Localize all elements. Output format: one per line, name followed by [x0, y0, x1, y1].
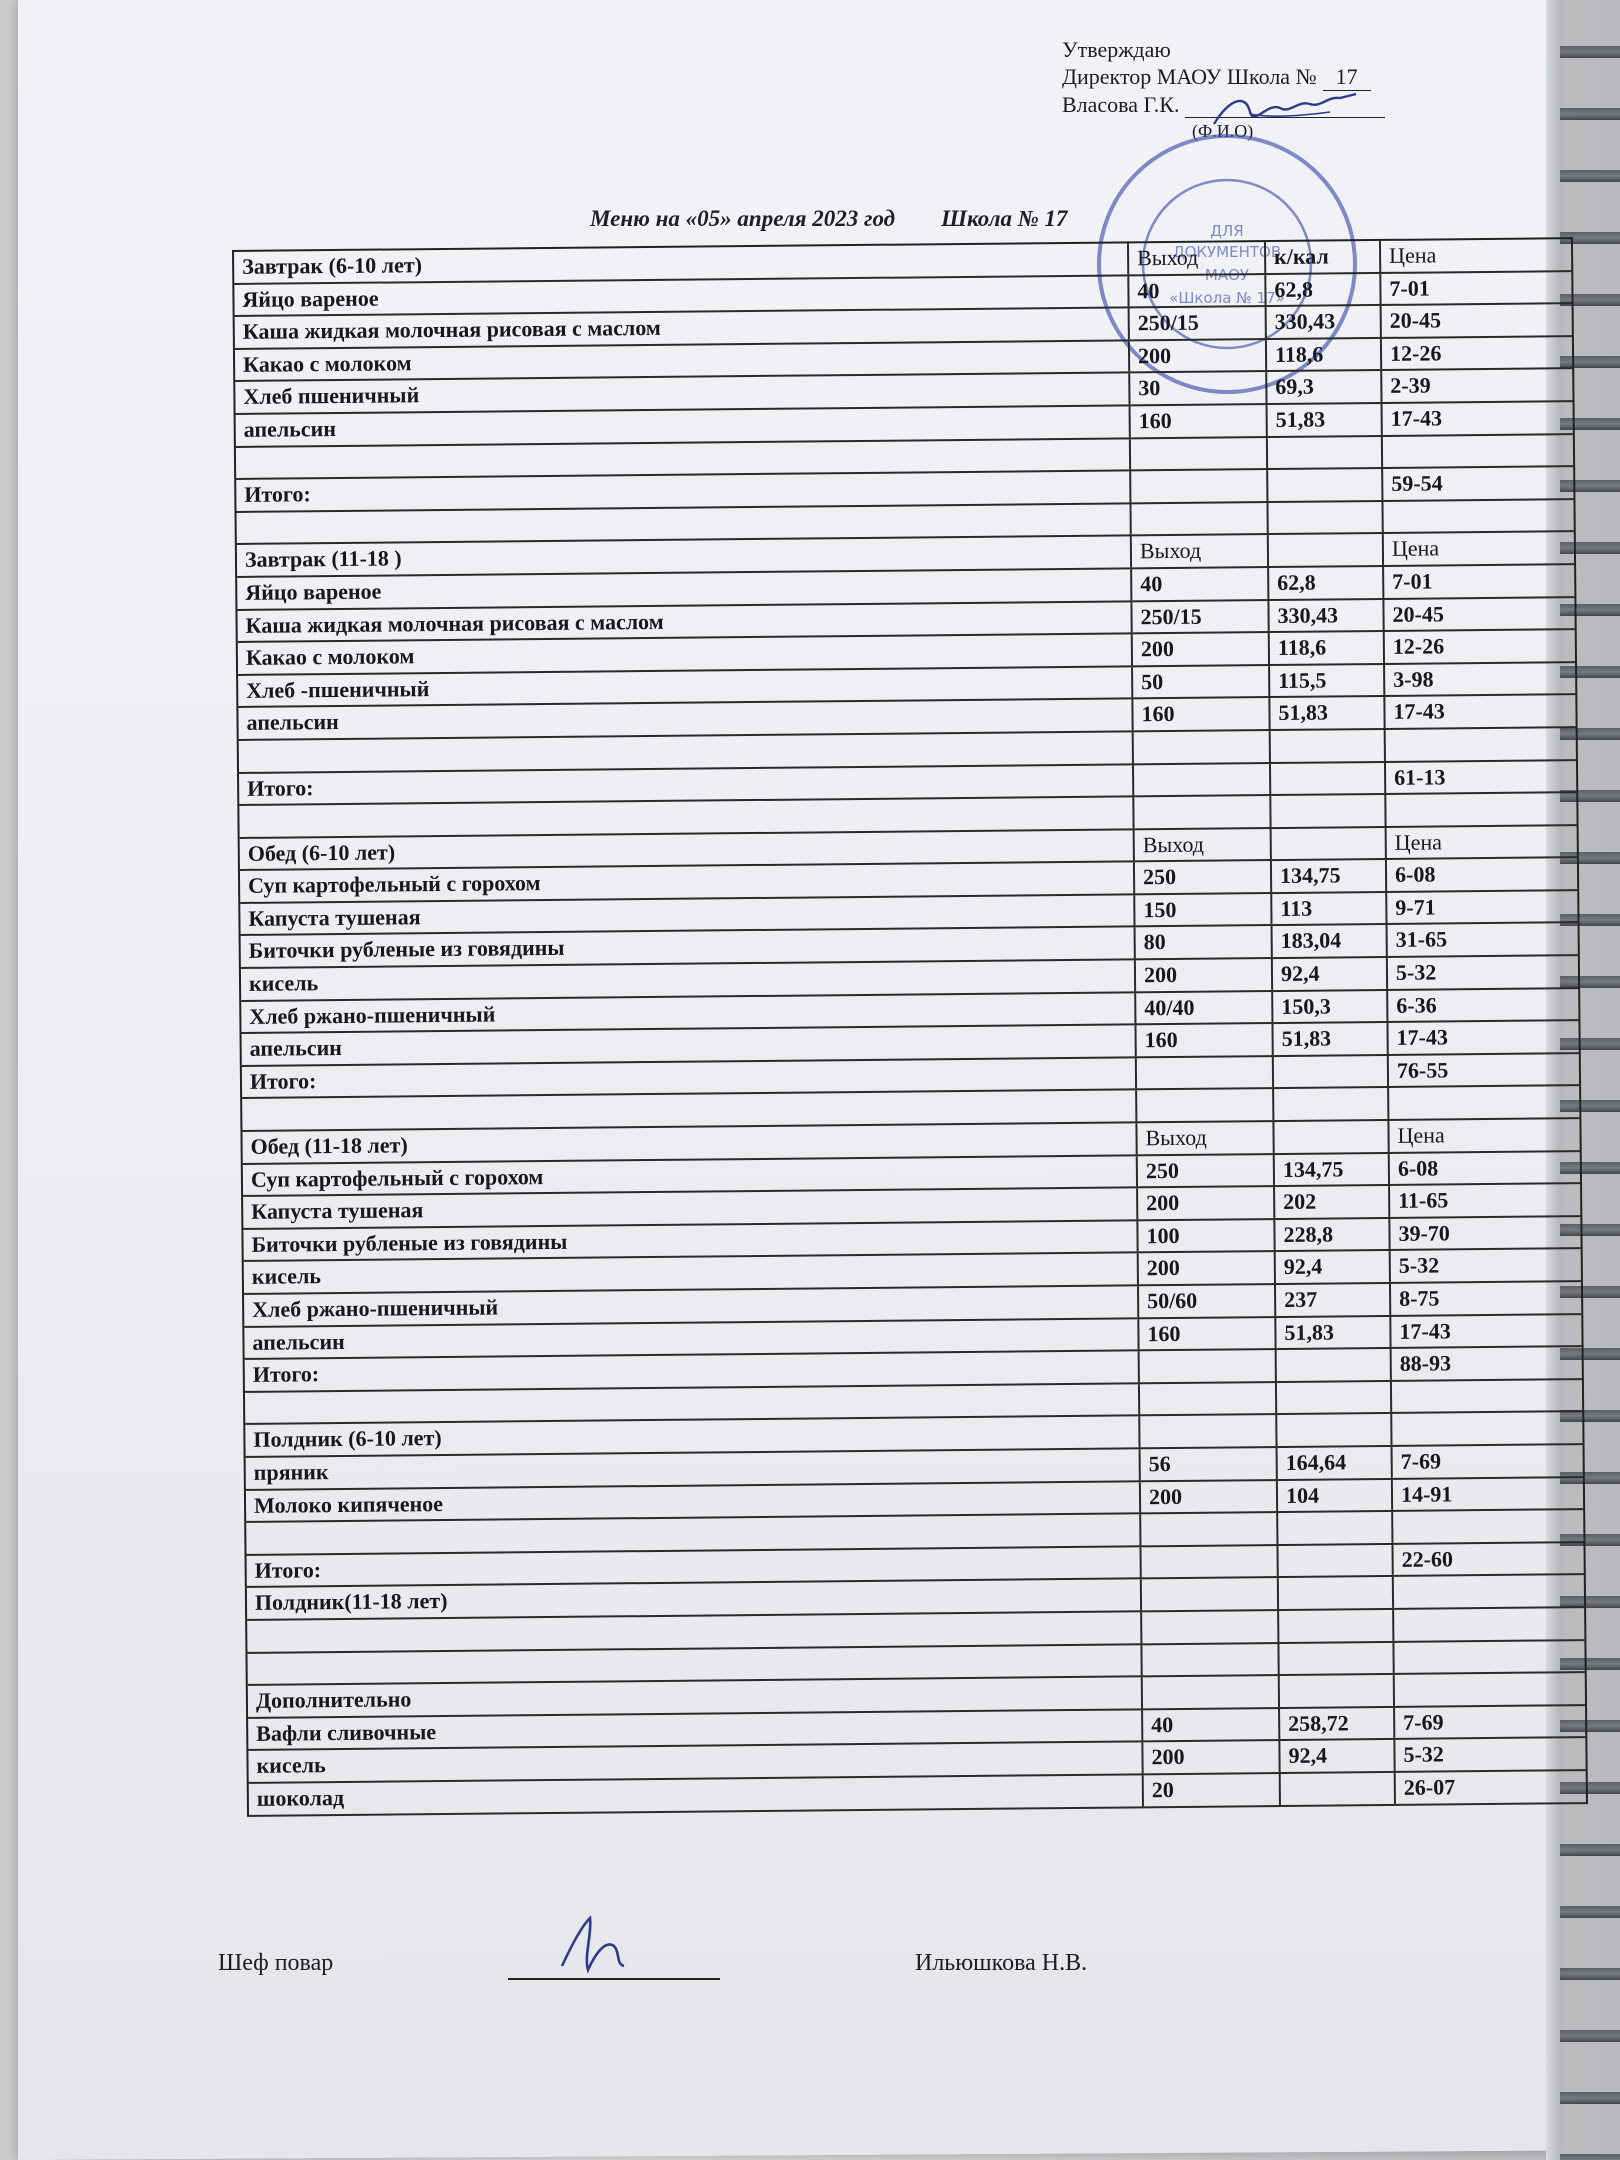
portion-cell: [1131, 470, 1268, 502]
portion-cell: 160: [1131, 405, 1268, 437]
price-cell: [1383, 435, 1573, 467]
portion-cell: [1131, 438, 1268, 470]
item-name-cell: Хлеб ржано-пшеничный: [241, 993, 1136, 1032]
price-cell: 5-32: [1403, 1741, 1444, 1768]
price-cell: 5-32: [1395, 959, 1437, 985]
item-name-cell: Хлеб ржано-пшеничный: [244, 1286, 1139, 1325]
kcal-cell: 92,4: [1276, 1251, 1391, 1283]
portion-cell: [1142, 1611, 1279, 1643]
portion-cell: 100: [1138, 1220, 1275, 1252]
school-number: 17: [1323, 63, 1371, 91]
item-name-cell: Итого:: [239, 765, 1134, 804]
item-name-cell: кисель: [244, 1254, 1139, 1293]
price-cell: 76-55: [1396, 1057, 1449, 1083]
kcal-cell: 228,8: [1275, 1219, 1390, 1251]
price-cell: 20-45: [1392, 600, 1444, 627]
portion-cell: 40: [1132, 568, 1269, 600]
stamp-text-4: «Школа № 17»: [1169, 289, 1285, 307]
price-cell: 2-39: [1390, 372, 1431, 399]
portion-cell: 50/60: [1139, 1285, 1276, 1317]
item-name-cell: Полдник(11-18 лет): [247, 1580, 1142, 1619]
kcal-cell: 134,75: [1275, 1154, 1390, 1186]
portion-cell: 40/40: [1136, 992, 1273, 1024]
price-cell: [1392, 1412, 1582, 1444]
price-cell: 12-26: [1392, 633, 1445, 659]
item-name-cell: Капуста тушеная: [243, 1189, 1138, 1228]
portion-cell: Выход: [1132, 535, 1269, 567]
portion-cell: 250/15: [1132, 601, 1269, 633]
price-cell: 7-01: [1389, 275, 1430, 301]
price-cell: Цена: [1397, 1122, 1445, 1148]
item-name-cell: Полдник (6-10 лет): [245, 1417, 1140, 1456]
item-name-cell: Какао с молоком: [238, 634, 1133, 673]
kcal-cell: [1281, 1773, 1396, 1805]
item-name-cell: апельсин: [242, 1026, 1137, 1065]
price-cell: [1392, 1380, 1582, 1412]
item-name-cell: Хлеб пшеничный: [235, 374, 1130, 413]
kcal-cell: [1279, 1610, 1394, 1642]
item-name-cell: кисель: [248, 1743, 1143, 1782]
price-cell: [1394, 1575, 1584, 1607]
price-cell: 61-13: [1393, 763, 1446, 790]
item-name-cell: апельсин: [244, 1319, 1139, 1358]
price-cell: [1386, 728, 1576, 760]
price-cell: 12-26: [1389, 340, 1442, 366]
kcal-cell: 183,04: [1273, 925, 1388, 957]
kcal-cell: [1274, 1056, 1389, 1088]
item-name-cell: Биточки рубленые из говядины: [241, 928, 1136, 967]
school-title: Школа № 17: [941, 206, 1068, 231]
item-name-cell: Яйцо вареное: [237, 569, 1132, 608]
price-cell: [1383, 500, 1573, 532]
price-cell: 22-60: [1401, 1546, 1454, 1572]
kcal-cell: [1271, 730, 1386, 762]
item-name-cell: Завтрак (6-10 лет): [234, 243, 1129, 282]
portion-cell: Выход: [1137, 1122, 1274, 1154]
portion-cell: [1134, 764, 1271, 796]
kcal-cell: [1277, 1349, 1392, 1381]
portion-cell: 250: [1138, 1155, 1275, 1187]
portion-cell: Выход: [1129, 242, 1266, 274]
price-cell: 9-71: [1395, 894, 1436, 920]
kcal-cell: [1272, 828, 1387, 860]
kcal-cell: [1278, 1512, 1393, 1544]
portion-cell: 200: [1133, 633, 1270, 665]
kcal-cell: 118,6: [1270, 632, 1385, 664]
portion-cell: [1134, 731, 1271, 763]
price-cell: 17-43: [1390, 405, 1443, 431]
portion-cell: 160: [1139, 1318, 1276, 1350]
item-name-cell: Итого:: [236, 472, 1131, 511]
item-name-cell: Вафли сливочные: [248, 1710, 1143, 1749]
kcal-cell: 330,43: [1267, 306, 1382, 338]
portion-cell: Выход: [1135, 829, 1272, 861]
item-name-cell: Обед (11-18 лет): [242, 1123, 1137, 1162]
chef-name: Ильюшкова Н.В.: [915, 1950, 1088, 1976]
fio-caption: (Ф.И.О): [1192, 121, 1254, 141]
price-cell: 88-93: [1399, 1350, 1452, 1377]
price-cell: 11-65: [1398, 1187, 1449, 1214]
price-cell: 3-98: [1393, 666, 1434, 692]
kcal-cell: [1271, 795, 1386, 827]
kcal-cell: [1280, 1675, 1395, 1707]
portion-cell: 250: [1135, 861, 1272, 893]
portion-cell: 20: [1144, 1774, 1281, 1806]
item-name-cell: Биточки рубленые из говядины: [243, 1221, 1138, 1260]
approve-label: Утверждаю: [1062, 37, 1171, 62]
kcal-cell: 237: [1276, 1284, 1391, 1316]
portion-cell: 80: [1136, 927, 1273, 959]
kcal-cell: [1279, 1577, 1394, 1609]
director-label: Директор МАОУ Школа №: [1062, 64, 1317, 89]
price-cell: 17-43: [1396, 1024, 1449, 1051]
portion-cell: 200: [1143, 1741, 1280, 1773]
director-name: Власова Г.К.: [1062, 92, 1180, 117]
portion-cell: [1140, 1350, 1277, 1382]
portion-cell: [1134, 796, 1271, 828]
portion-cell: 200: [1130, 340, 1267, 372]
kcal-cell: 51,83: [1268, 404, 1383, 436]
portion-cell: [1137, 1089, 1274, 1121]
kcal-cell: 92,4: [1273, 958, 1388, 990]
price-cell: Цена: [1388, 242, 1437, 268]
item-name-cell: кисель: [241, 960, 1136, 999]
item-name-cell: пряник: [246, 1449, 1141, 1488]
director-line: [1062, 63, 1385, 91]
kcal-cell: 115,5: [1270, 665, 1385, 697]
portion-cell: [1131, 503, 1268, 535]
item-name-cell: Хлеб -пшеничный: [238, 667, 1133, 706]
chef-signature-line: [508, 1978, 720, 1980]
item-name-cell: Дополнительно: [248, 1677, 1143, 1716]
kcal-cell: 258,72: [1280, 1708, 1395, 1740]
kcal-cell: 164,64: [1278, 1447, 1393, 1479]
item-name-cell: Каша жидкая молочная рисовая с маслом: [237, 602, 1132, 641]
kcal-cell: 62,8: [1266, 274, 1381, 306]
portion-cell: 40: [1129, 275, 1266, 307]
kcal-cell: [1274, 1088, 1389, 1120]
portion-cell: [1140, 1383, 1277, 1415]
kcal-cell: [1268, 437, 1383, 469]
item-name-cell: Каша жидкая молочная рисовая с маслом: [235, 309, 1130, 348]
menu-date-title: Меню на «05» апреля 2023 год: [590, 206, 896, 231]
kcal-cell: 51,83: [1276, 1317, 1391, 1349]
stamp-text-1: ДЛЯ: [1210, 222, 1244, 240]
price-cell: 14-91: [1400, 1480, 1453, 1507]
price-cell: 26-07: [1403, 1774, 1456, 1800]
kcal-cell: [1277, 1382, 1392, 1414]
chef-label: Шеф повар: [218, 1950, 334, 1976]
kcal-cell: [1278, 1545, 1393, 1577]
portion-cell: 200: [1139, 1252, 1276, 1284]
portion-cell: 200: [1138, 1187, 1275, 1219]
price-cell: Цена: [1394, 829, 1443, 855]
price-cell: 59-54: [1391, 470, 1443, 497]
portion-cell: 160: [1133, 698, 1270, 730]
kcal-cell: 134,75: [1272, 860, 1387, 892]
item-name-cell: Итого:: [245, 1352, 1140, 1391]
item-name-cell: Суп картофельный с горохом: [240, 863, 1135, 902]
portion-cell: 200: [1141, 1481, 1278, 1513]
kcal-cell: 62,8: [1269, 567, 1384, 599]
portion-cell: [1140, 1415, 1277, 1447]
price-cell: 5-32: [1398, 1252, 1440, 1279]
portion-cell: 30: [1130, 372, 1267, 404]
kcal-cell: 330,43: [1269, 599, 1384, 631]
menu-table: [232, 237, 1588, 1816]
price-cell: [1394, 1608, 1584, 1640]
portion-cell: 250/15: [1130, 307, 1267, 339]
price-cell: [1393, 1510, 1583, 1542]
price-cell: 17-43: [1399, 1317, 1451, 1344]
director-signature: [1210, 88, 1360, 134]
price-cell: 7-69: [1403, 1709, 1444, 1735]
item-name-cell: апельсин: [238, 700, 1133, 739]
item-name-cell: Яйцо вареное: [234, 276, 1129, 315]
price-cell: [1386, 793, 1576, 825]
item-name-cell: Капуста тушеная: [240, 895, 1135, 934]
item-name-cell: Итого:: [247, 1547, 1142, 1586]
portion-cell: [1137, 1057, 1274, 1089]
kcal-cell: 118,6: [1267, 339, 1382, 371]
item-name-cell: Итого:: [242, 1058, 1137, 1097]
portion-cell: [1143, 1676, 1280, 1708]
kcal-cell: [1268, 469, 1383, 501]
portion-cell: 150: [1135, 894, 1272, 926]
item-name-cell: Суп картофельный с горохом: [243, 1156, 1138, 1195]
kcal-cell: 104: [1278, 1479, 1393, 1511]
kcal-cell: [1268, 502, 1383, 534]
kcal-cell: 51,83: [1270, 697, 1385, 729]
item-name-cell: Какао с молоком: [235, 341, 1130, 380]
price-cell: [1394, 1641, 1584, 1673]
item-name-cell: Обед (6-10 лет): [240, 830, 1135, 869]
price-cell: 31-65: [1395, 926, 1448, 953]
kcal-cell: [1271, 762, 1386, 794]
kcal-cell: [1274, 1121, 1389, 1153]
portion-cell: [1141, 1513, 1278, 1545]
chef-signature: [540, 1900, 670, 1980]
price-cell: [1389, 1087, 1579, 1119]
kcal-cell: к/кал: [1266, 241, 1381, 273]
item-name-cell: Завтрак (11-18 ): [237, 537, 1132, 576]
price-cell: [1395, 1673, 1585, 1705]
kcal-cell: 150,3: [1273, 991, 1388, 1023]
price-cell: 8-75: [1398, 1285, 1440, 1311]
kcal-cell: 202: [1275, 1186, 1390, 1218]
kcal-cell: 69,3: [1267, 371, 1382, 403]
item-name-cell: Молоко кипяченое: [246, 1482, 1141, 1521]
price-cell: 7-01: [1392, 568, 1433, 594]
price-cell: 39-70: [1398, 1220, 1450, 1246]
price-cell: 7-69: [1400, 1448, 1442, 1474]
price-cell: 6-08: [1394, 861, 1436, 888]
portion-cell: 200: [1136, 959, 1273, 991]
stamp-text-2: ДОКУМЕНТОВ: [1172, 243, 1282, 261]
price-cell: 20-45: [1389, 307, 1442, 334]
portion-cell: 40: [1143, 1709, 1280, 1741]
portion-cell: [1142, 1644, 1279, 1676]
portion-cell: [1141, 1546, 1278, 1578]
portion-cell: 56: [1141, 1448, 1278, 1480]
kcal-cell: 113: [1272, 893, 1387, 925]
kcal-cell: [1277, 1414, 1392, 1446]
stamp-text-3: МАОУ: [1204, 266, 1250, 284]
portion-cell: 160: [1136, 1024, 1273, 1056]
item-name-cell: апельсин: [236, 406, 1131, 445]
kcal-cell: [1279, 1642, 1394, 1674]
kcal-cell: [1269, 534, 1384, 566]
portion-cell: 50: [1133, 666, 1270, 698]
price-cell: 6-36: [1396, 992, 1437, 1018]
kcal-cell: 92,4: [1280, 1740, 1395, 1772]
page-title: [590, 206, 1114, 232]
price-cell: Цена: [1391, 535, 1440, 562]
price-cell: 6-08: [1397, 1155, 1439, 1181]
item-name-cell: шоколад: [249, 1775, 1144, 1814]
kcal-cell: 51,83: [1273, 1023, 1388, 1055]
price-cell: 17-43: [1393, 698, 1445, 725]
portion-cell: [1142, 1578, 1279, 1610]
